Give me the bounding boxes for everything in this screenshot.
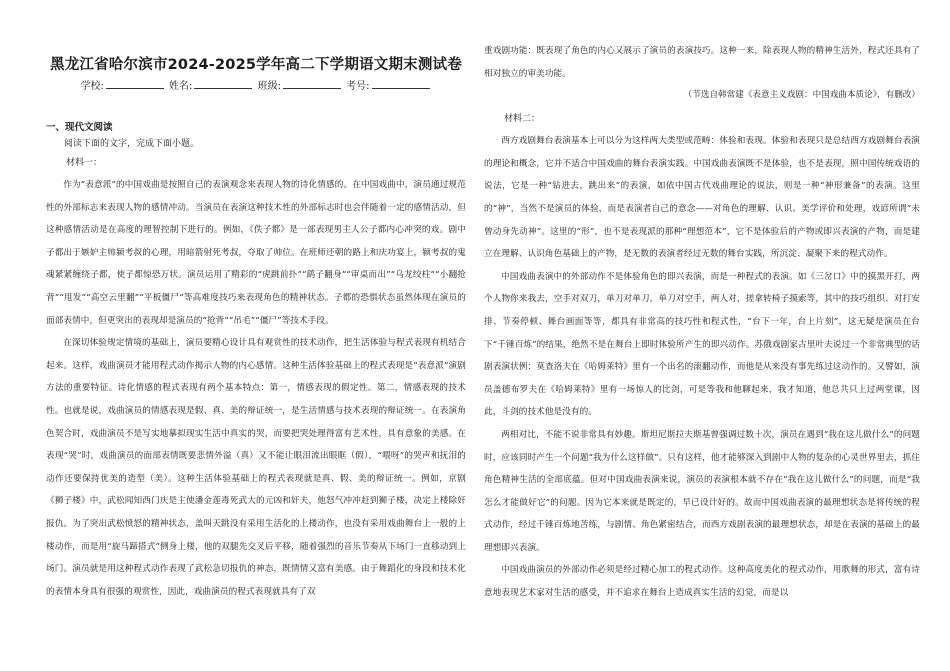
material-1-paragraph-2: 在深切体验规定情境的基础上，演员要精心设计具有观赏性的技术动作，把生活体验与程式表现有机结合起来。这样，戏曲演员才能用程式动作揭示人物的内心感情。这种生活体验基础上的程式表现是“表意派”演剧方法的重要特征。诗化情感的程式表现有两个基本特点：第一，情感表现的假定性。第二，情感表现的技术性。也就是说，戏曲演员的情感表现是假、真、美的辩证统一，是生活情感与技术表现的辩证统一。在表演角色契合时，戏曲演员不是写实地摹拟现实生活中真实的哭，而要把哭处理得富有艺术性，具有意象的美感。在表现“哭”时，戏曲演员的面部表情既要悲情外溢（真）又不能让眼泪流出眼眶（假），“喂呀”的哭声和抚泪的动作还要保持优美的造型（美）。这种生活体验基础上的程式表现就是真、假、美的辩证统一。例如，京剧《狮子楼》中，武松闻知西门庆是主使潘金莲毒死武大的元凶和奸夫，他怒气冲冲赶到狮子楼，决定上楼除奸报仇。为了突出武松愤怒的精神状态，盖叫天跳没有采用生活化的上楼动作，也没有采用戏曲舞台上一般的上楼动作，而是用“旋马蹄搭式”侧身上楼，他的双腿先交叉后平移，随着强烈的音乐节奏从下场门一直移动到上场门。演员就是用这种程式动作表现了武松急切报仇的神态，既情情又富有美感。由于舞蹈化的身段和技术化的表情本身具有很强的观赏性，因此，戏曲演员的程式表现就具有了双 [46, 338, 466, 597]
name-blank[interactable] [194, 79, 252, 89]
section-heading: 一、现代文阅读 [46, 122, 113, 133]
material-1-source: （节选自韩常建《表意主义戏剧：中国戏曲本质论》，有删改） [683, 90, 920, 101]
class-label: 班级: [257, 81, 281, 92]
material-1-paragraph-1: 作为“表意派”的中国戏曲是按照自己的表演观念来表现人物的诗化情感的。在中国戏曲中，演员通过规范性的外部标志来表现人物的感情冲动。当演员在表演这种技术性的外部标志时也会伴随着一定的感情活动，但这种感情活动是在高度的理智控制下进行的。例如，《佚子都》是一部表现男主人公子都内心冲突的戏。剧中子都出于嫉妒主帅颍考叔的心理，用暗箭射死考叔，夺取了帅位。在班师还朝的路上和庆功宴上，颍考叔的鬼魂紧紧缠绕子都，使子都惊恐万状。演员运用了精彩的“虎跳前扑”“鹞子翻身”“审桌而出”“乌龙绞柱”“小翻抢背”“甩发”“高空云里翻”“平板僵尸”等高难度技巧来表现角色的精神状态。子都的恐惧状态虽然体现在演员的面部表情中，但更突出的表现却是演员的“抢背”“吊毛”“僵尸”等技术手段。 [46, 180, 466, 326]
school-blank[interactable] [106, 79, 164, 89]
material-2-label: 材料二： [504, 114, 541, 125]
school-label: 学校: [80, 81, 104, 92]
exam-title: 黑龙江省哈尔滨市2024-2025学年高二下学期语文期末测试卷 [50, 57, 462, 73]
class-blank[interactable] [283, 79, 341, 89]
exam-number-label: 考号: [346, 81, 370, 92]
material-2-paragraph-1: 西方戏剧舞台表演基本上可以分为这样两大类型或范畴：体验和表现。体验和表现只是总结西方戏剧舞台表演的理论和概念，它并不适合中国戏曲的舞台表演实践。中国戏曲表演既不是体验，也不是表现，照中国传统戏语的说法，它是一种“钻进去，跳出来”的表演，如依中国古代戏曲理论的说法，则是一种“神形兼备”的表演。这里的“神”，当然不是演员的体验，而是表演者自己的意念——对角色的理解、认识、美学评价和处理，戏谚所谓“未曾动身先动神”。这里的“形”，也不是表现派的那种“理想范本”，它不是体验后的产物或即兴表演的产物，而是建立在理解、认识角色基础上的产物，是无数的表演者经过无数的舞台实践，所沉淀、凝聚下来的程式动作。 [484, 136, 920, 260]
exam-number-blank[interactable] [372, 79, 430, 89]
name-label: 姓名: [169, 81, 193, 92]
student-info-line [46, 77, 466, 92]
material-1-label: 材料一： [66, 158, 103, 168]
material-1-paragraph-2-continued: 重戏剧功能：既表现了角色的内心又展示了演员的表演技巧。这种一来，除表现人物的精神生活外，程式还具有了相对独立的审美功能。 [484, 46, 920, 79]
reading-instruction: 阅读下面的文字，完成下面小题。 [64, 139, 200, 149]
material-2-paragraph-2: 中国戏曲表演中的外部动作不是体验角色的即兴表演，而是一种程式的表演。如《三岔口》中的摸黑开打，两个人物你来我去，空手对双刀，单刀对单刀，单刀对空手，两人对，搓拿转椅子摸索等，其中的技巧组织、对打安排、节奏停顿、舞台画面等等，都具有非常高的技巧性和程式性，“台下一年，台上片刻”，这无疑是演员在台下“千锤百炼”的结果，绝然不是在舞台上即时体验所产生的即兴动作。苏俄戏剧家古里叶夫说过一个非常典型的话剧表演状例：莫查洛夫在《哈姆莱特》里有一个出名的滚翻动作，而他是从来没有事先练过这动作的。又譬如，演员盖德布罗夫在《哈姆莱特》里有一场惊人的比剑，可是等我和他聊起来，我才知道，他总共只上过两堂课，因此，斗剑的技术他是没有的。 [484, 271, 920, 418]
material-2-paragraph-3: 两相对比，不能不说非常具有妙趣。斯坦尼斯拉夫斯基曾强调过数十次，演员在遇到“我在这儿做什么”的问题时，应该同时产生一个问题“我为什么这样做”。只有这样，他才能够深入到剧中人物的复杂的心灵世界里去，抓住角色精神生活的全部底蕴。但对中国戏曲表演来说，演员的表演根本就不存在“我在这儿做什么”的问题，而是“我怎么才能做好它”的问题。因为它本来就是既定的，早已设计好的。故而中国戏曲表演的最理想状态是将传统的程式动作，经过千锤百炼地苦练，与剧情、角色紧密结合，而西方戏剧表演的最理想状态，却是在表演的基础上的最理想即兴表演。 [484, 429, 920, 553]
right-column [484, 40, 920, 605]
left-column [46, 40, 466, 603]
material-2-paragraph-4: 中国戏曲演员的外部动作必须是经过精心加工的程式动作。这种高度美化的程式动作，用歌舞的形式，富有诗意地表现艺术家对生活的感受，并不追求在舞台上造成真实生活的幻觉，而是以 [484, 565, 920, 599]
